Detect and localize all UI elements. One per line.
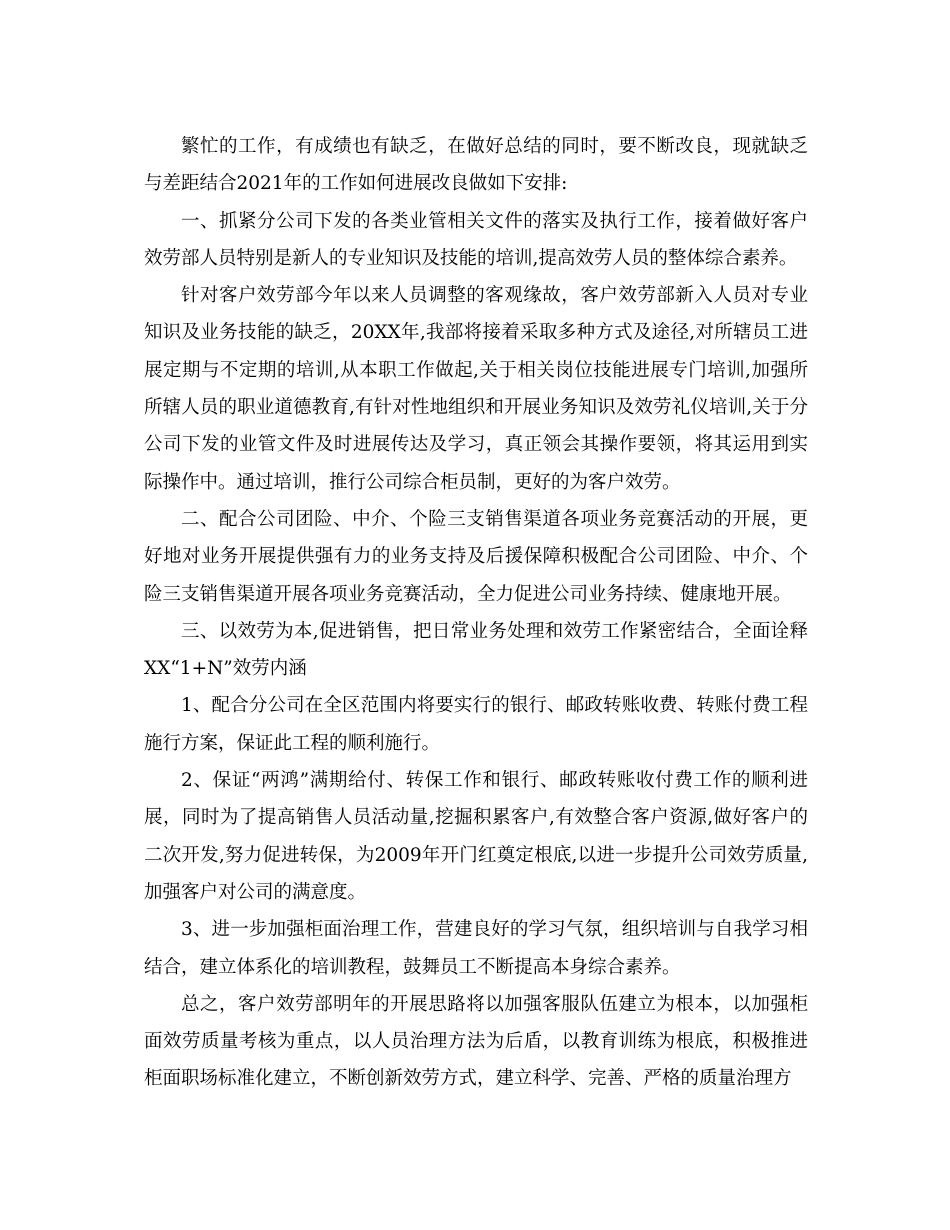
paragraph-sub-item-1: 1、配合分公司在全区范围内将要实行的银行、邮政转账收费、转账付费工程施行方案，保证此工程的顺利施行。 [144, 695, 808, 754]
document-body [144, 128, 808, 1098]
paragraph-sub-item-3: 3、进一步加强柜面治理工作，营建良好的学习气氛，组织培训与自我学习相结合，建立体系化的培训教程，鼓舞员工不断提高本身综合素养。 [144, 919, 808, 978]
paragraph-training-plan: 针对客户效劳部今年以来人员调整的客观缘故，客户效劳部新入人员对专业知识及业务技能的缺乏，20XX年,我部将接着采取多种方式及途径,对所辖员工进展定期与不定期的培训,从本职工作做起,关于相关岗位技能进展专门培训,加强所所辖人员的职业道德教育,有针对性地组织和开展业务知识及效劳礼仪培训,关于分公司下发的业管文件及时进展传达及学习，真正领会其操作要领，将其运用到实际操作中。通过培训，推行公司综合柜员制，更好的为客户效劳。 [144, 285, 808, 493]
paragraph-item-two: 二、配合公司团险、中介、个险三支销售渠道各项业务竞赛活动的开展，更好地对业务开展提供强有力的业务支持及后援保障积极配合公司团险、中介、个险三支销售渠道开展各项业务竞赛活动，全力促进公司业务持续、健康地开展。 [144, 508, 808, 605]
paragraph-sub-item-2: 2、保证“两鸿”满期给付、转保工作和银行、邮政转账收付费工作的顺利进展，同时为了提高销售人员活动量,挖掘积累客户,有效整合客户资源,做好客户的二次开发,努力促进转保，为2009年开门红奠定根底,以进一步提升公司效劳质量,加强客户对公司的满意度。 [144, 770, 808, 903]
paragraph-summary: 总之，客户效劳部明年的开展思路将以加强客服队伍建立为根本，以加强柜面效劳质量考核为重点，以人员治理方法为后盾，以教育训练为根底，积极推进柜面职场标准化建立，不断创新效劳方式，建立科学、完善、严格的质量治理方 [144, 993, 808, 1090]
paragraph-item-three: 三、以效劳为本,促进销售，把日常业务处理和效劳工作紧密结合，全面诠释XX“1+N”效劳内涵 [144, 620, 808, 680]
paragraph-item-one: 一、抓紧分公司下发的各类业管相关文件的落实及执行工作，接着做好客户效劳部人员特别是新人的专业知识及技能的培训,提高效劳人员的整体综合素养。 [144, 210, 808, 269]
paragraph-intro: 繁忙的工作，有成绩也有缺乏，在做好总结的同时，要不断改良，现就缺乏与差距结合2021年的工作如何进展改良做如下安排: [144, 136, 808, 195]
